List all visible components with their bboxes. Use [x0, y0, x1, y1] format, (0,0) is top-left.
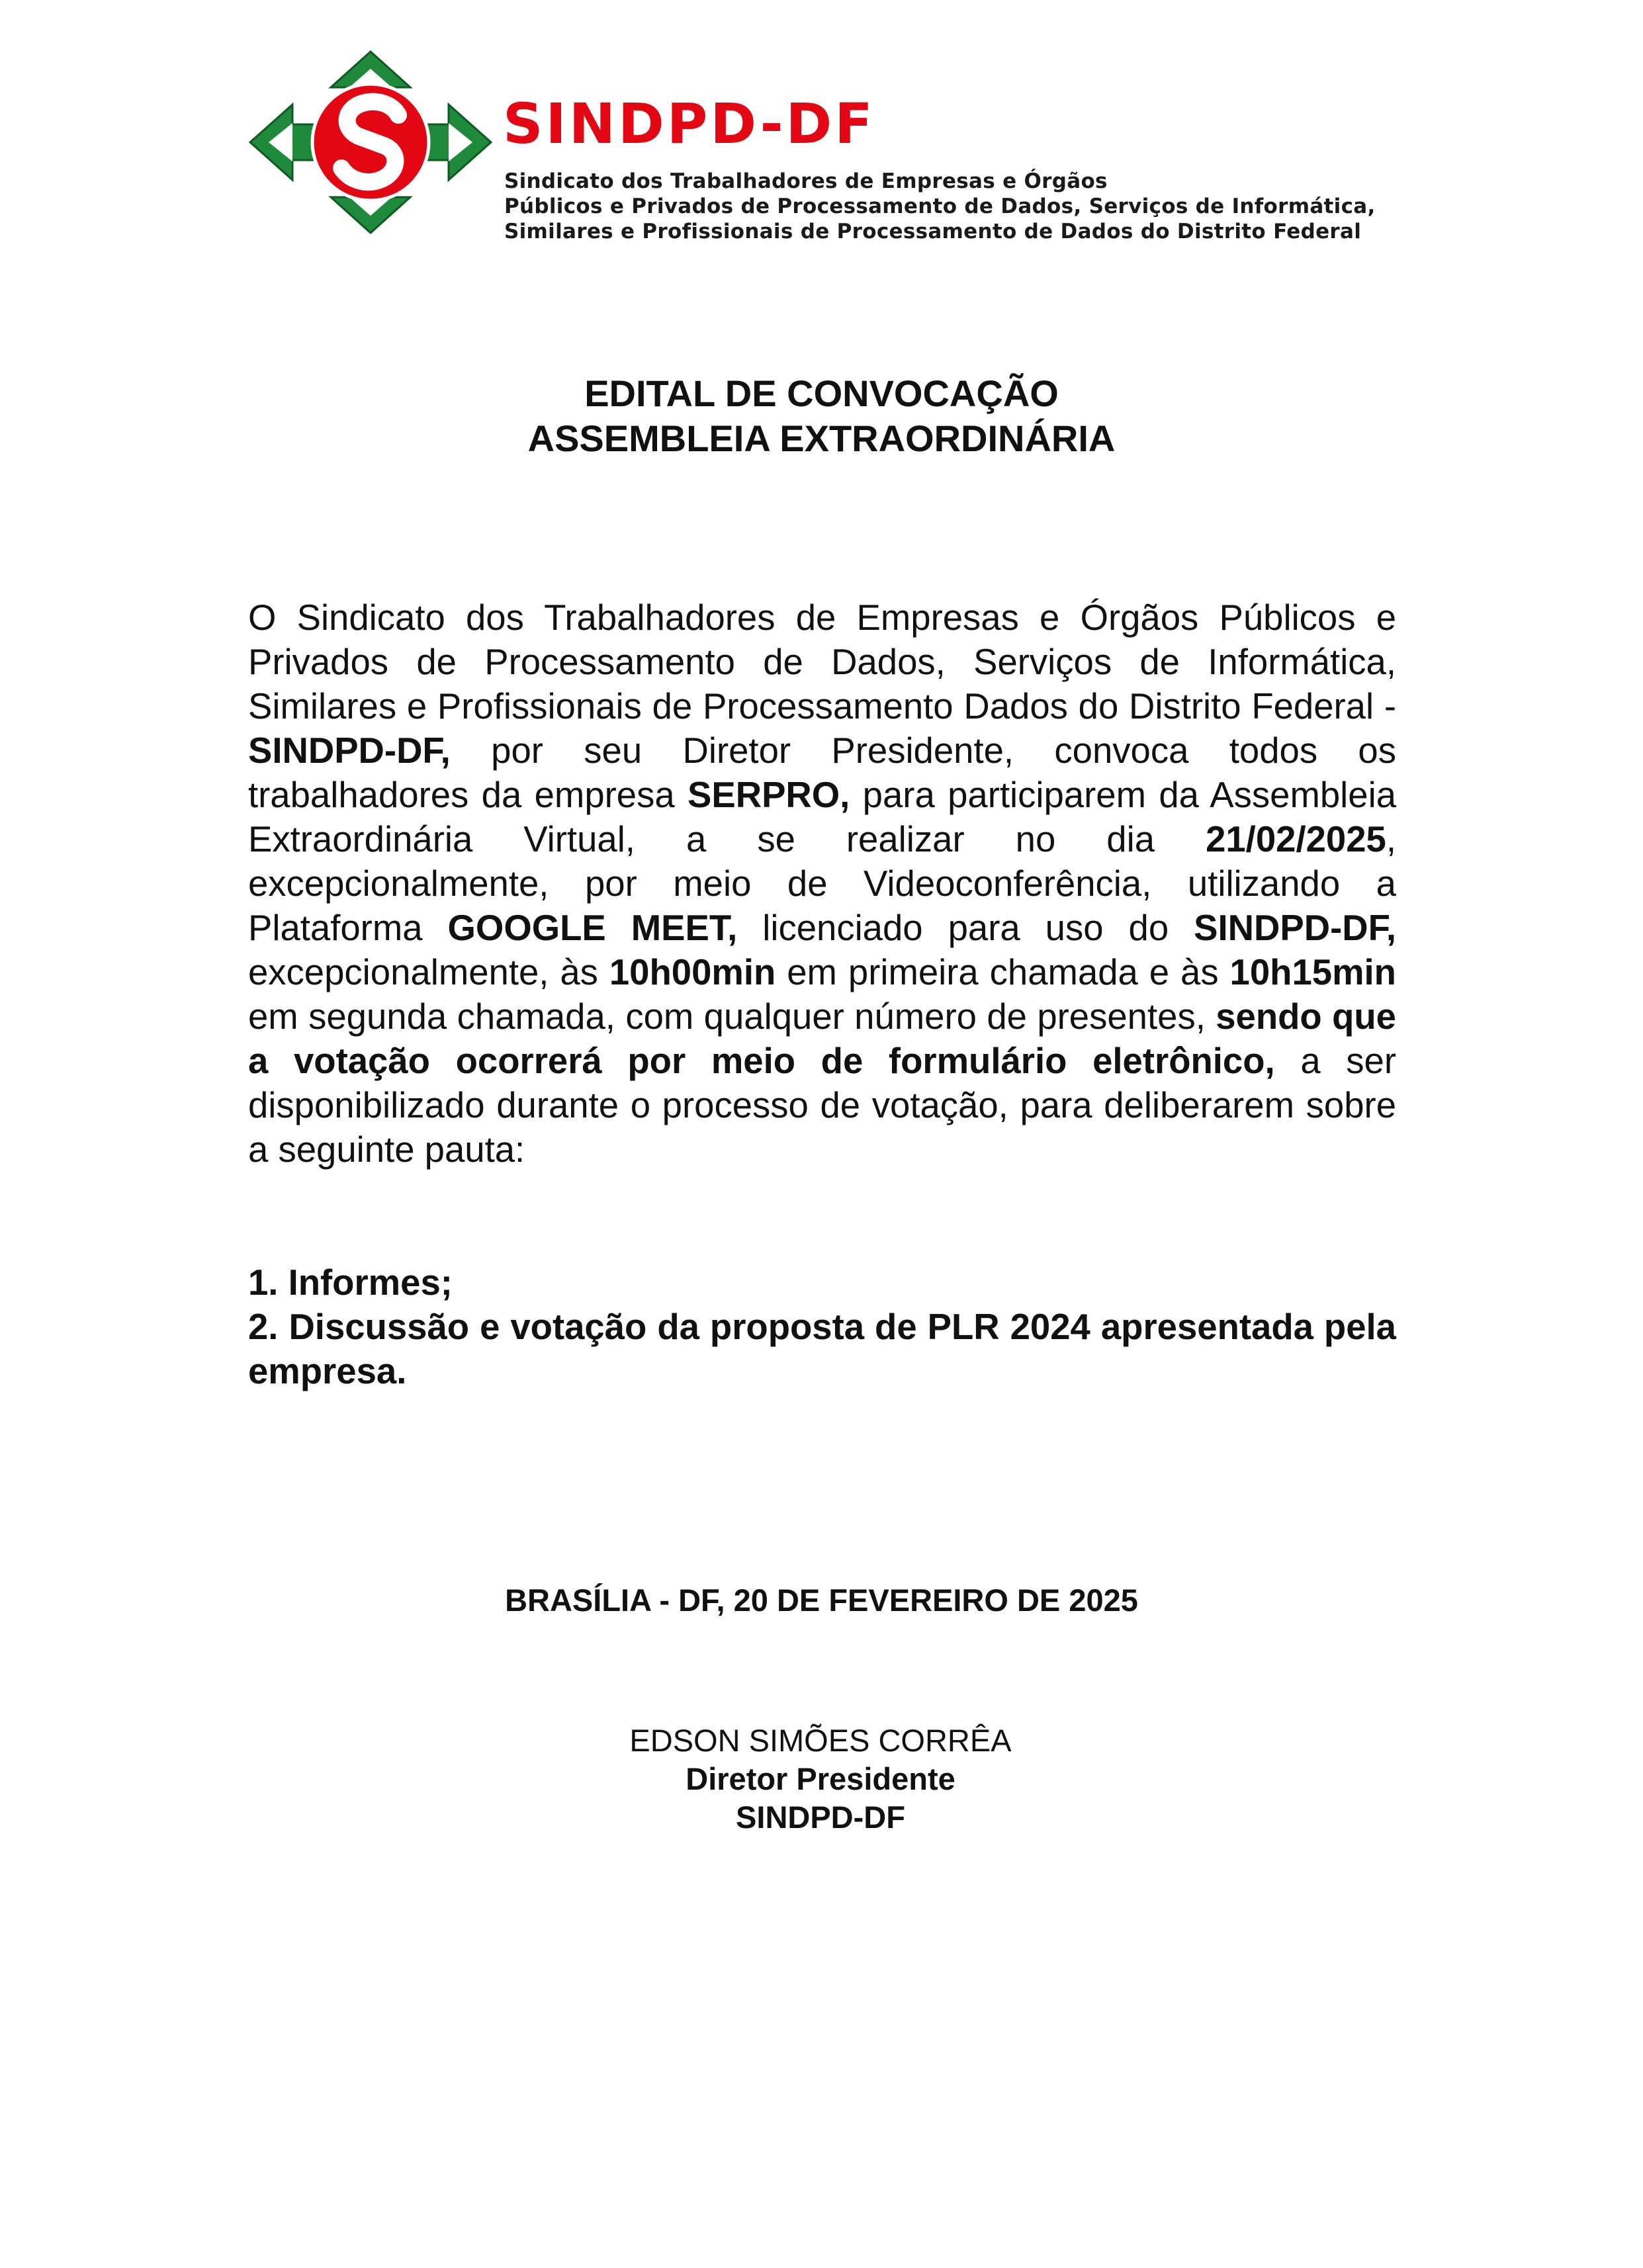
bold-run: SERPRO, — [688, 775, 850, 815]
org-full-name-line: Similares e Profissionais de Processamento de Dados do Distrito Federal — [504, 220, 1362, 243]
text-run: , excepcionalmente, por meio de Videoconferência, utilizando a Plataforma — [248, 819, 1396, 948]
bold-run: sendo que a votação ocorrerá por meio de formulário eletrônico, — [248, 996, 1396, 1081]
agenda-list — [248, 1260, 1396, 1393]
text-run: por seu Diretor Presidente, convoca todos os trabalhadores da empresa — [248, 730, 1396, 815]
org-full-name — [504, 169, 1536, 244]
org-full-name-line: Públicos e Privados de Processamento de Dados, Serviços de Informática, — [504, 195, 1376, 218]
convocation-paragraph — [248, 595, 1396, 1172]
text-run: para participarem da Assembleia Extraordinária Virtual, a se realizar no dia — [248, 775, 1397, 859]
text-run: excepcionalmente, às — [248, 952, 609, 992]
signatory-org: SINDPD-DF — [736, 1800, 905, 1835]
agenda-item: 2. Discussão e votação da proposta de PLR 2024 apresentada pela empresa. — [248, 1307, 1396, 1391]
bold-run: 10h00min — [609, 952, 776, 992]
sindpd-logo-icon — [245, 46, 496, 238]
text-run: em segunda chamada, com qualquer número de presentes, — [248, 996, 1216, 1037]
org-full-name-line: Sindicato dos Trabalhadores de Empresas e Órgãos — [504, 169, 1108, 193]
document-subtitle: ASSEMBLEIA EXTRAORDINÁRIA — [527, 417, 1116, 459]
bold-run: 21/02/2025 — [1206, 819, 1386, 859]
document-title: EDITAL DE CONVOCAÇÃO — [584, 372, 1059, 414]
text-run: O Sindicato dos Trabalhadores de Empresas e Órgãos Públicos e Privados de Processamento de Dados, Serviços de Informática, Similares e Profissionais de Processamento Dados do Distrito Federal - — [248, 597, 1396, 726]
bold-run: SINDPD-DF, — [1194, 908, 1396, 948]
signatory-name: EDSON SIMÕES CORRÊA — [629, 1723, 1012, 1758]
signatory-role: Diretor Presidente — [686, 1761, 955, 1796]
text-run: licenciado para uso do — [737, 908, 1194, 948]
org-acronym: SINDPD-DF — [503, 91, 875, 156]
text-run: a ser disponibilizado durante o processo de votação, para deliberarem sobre a seguinte pauta: — [248, 1041, 1396, 1170]
agenda-item: 1. Informes; — [248, 1262, 453, 1303]
text-run: em primeira chamada e às — [776, 952, 1230, 992]
bold-run: GOOGLE MEET, — [447, 908, 738, 948]
place-date: BRASÍLIA - DF, 20 DE FEVEREIRO DE 2025 — [505, 1583, 1138, 1618]
bold-run: 10h15min — [1229, 952, 1396, 992]
bold-run: SINDPD-DF, — [248, 730, 451, 771]
